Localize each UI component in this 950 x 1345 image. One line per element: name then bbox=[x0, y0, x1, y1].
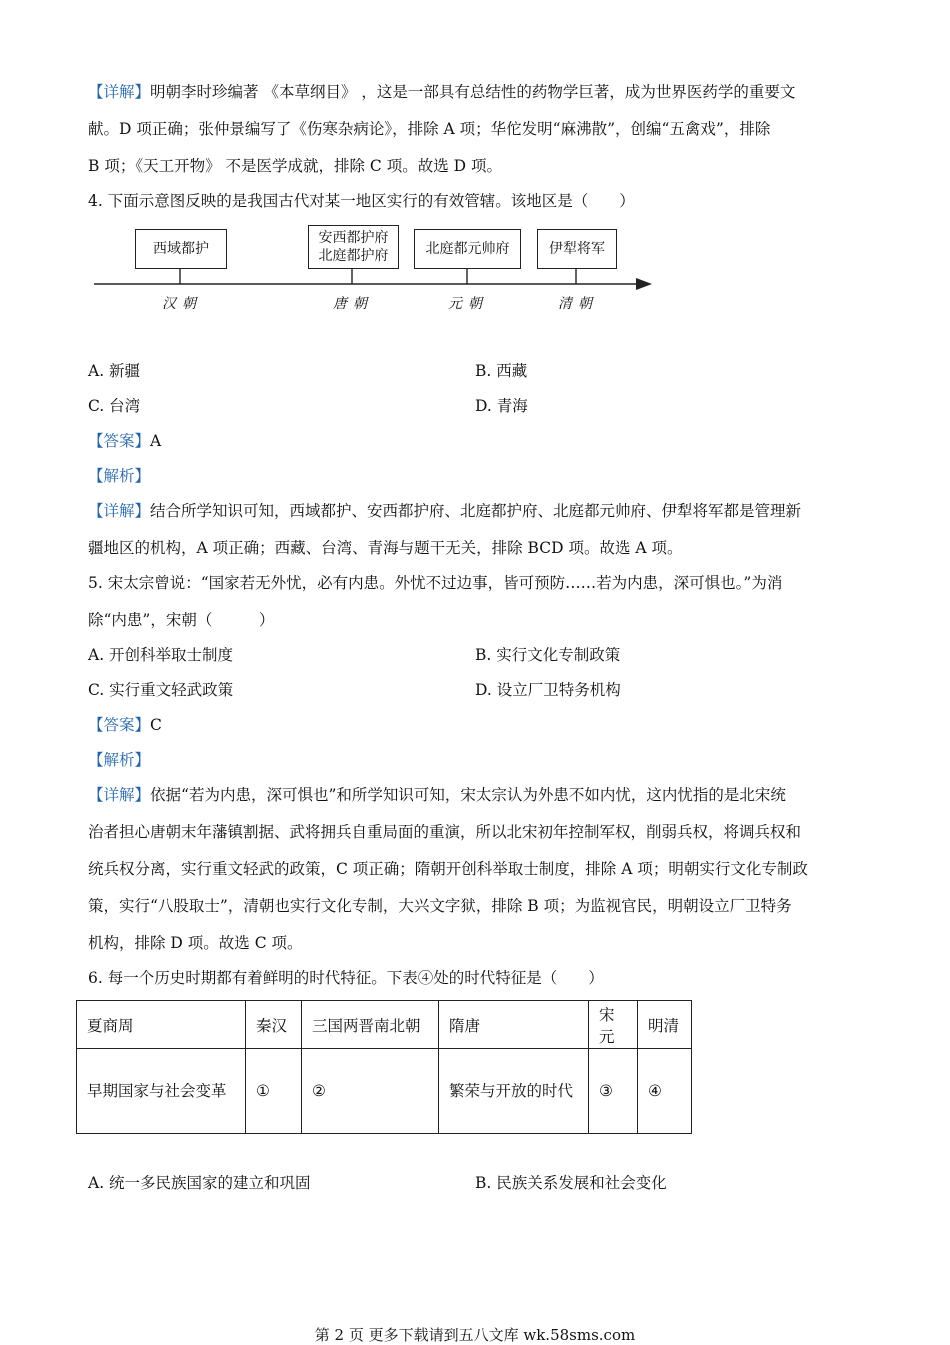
q6-option-a[interactable]: A. 统一多民族国家的建立和巩固 bbox=[88, 1174, 311, 1192]
table-row bbox=[77, 1049, 692, 1134]
table-header-row bbox=[77, 1001, 692, 1049]
diagram-box-yuan: 北庭都元帅府 bbox=[414, 229, 521, 269]
table-cell: 繁荣与开放的时代 bbox=[439, 1049, 589, 1134]
q5-answer: 【答案】C bbox=[88, 716, 162, 734]
diagram-box-tang: 安西都护府 北庭都护府 bbox=[308, 225, 399, 269]
dynasty-label-han: 汉朝 bbox=[162, 296, 202, 312]
era-table bbox=[76, 1000, 692, 1134]
q5-analysis-tag: 【解析】 bbox=[88, 751, 151, 769]
diagram-box-han: 西域都护 bbox=[135, 229, 227, 269]
q5-option-c[interactable]: C. 实行重文轻武政策 bbox=[88, 681, 234, 699]
q5-stem-line-2: 除“内患”，宋朝（ ） bbox=[88, 611, 275, 629]
dynasty-label-qing: 清朝 bbox=[558, 296, 598, 312]
q5-detail-line-3: 统兵权分离，实行重文轻武的政策，C 项正确；隋朝开创科举取士制度，排除 A 项；明朝实行文化专制政 bbox=[88, 860, 808, 878]
q4-option-a[interactable]: A. 新疆 bbox=[88, 362, 141, 380]
q4-option-b[interactable]: B. 西藏 bbox=[475, 362, 528, 380]
q6-stem: 6. 每一个历史时期都有着鲜明的时代特征。下表④处的时代特征是（ ） bbox=[88, 969, 604, 987]
q5-detail-line-1: 【详解】依据“若为内患，深可惧也”和所学知识可知，宋太宗认为外患不如内忧，这内忧指的是北宋统 bbox=[88, 786, 786, 804]
diagram-box-qing: 伊犁将军 bbox=[537, 229, 617, 269]
dynasty-label-yuan: 元朝 bbox=[448, 296, 488, 312]
q4-option-d[interactable]: D. 青海 bbox=[475, 397, 528, 415]
q5-option-a[interactable]: A. 开创科举取士制度 bbox=[88, 646, 234, 664]
table-header-cell: 秦汉 bbox=[246, 1001, 302, 1049]
table-header-cell: 明清 bbox=[638, 1001, 692, 1049]
q5-detail-line-2: 治者担心唐朝末年藩镇割据、武将拥兵自重局面的重演，所以北宋初年控制军权，削弱兵权，将调兵权和 bbox=[88, 823, 802, 841]
q3-detail-line-3: B 项；《天工开物》 不是医学成就，排除 C 项。故选 D 项。 bbox=[88, 157, 502, 175]
table-cell: 早期国家与社会变革 bbox=[77, 1049, 246, 1134]
q4-stem: 4. 下面示意图反映的是我国古代对某一地区实行的有效管辖。该地区是（ ） bbox=[88, 192, 635, 210]
q4-detail-line-2: 疆地区的机构，A 项正确；西藏、台湾、青海与题干无关，排除 BCD 项。故选 A 项。 bbox=[88, 539, 683, 557]
q3-detail-line-2: 献。D 项正确；张仲景编写了《伤寒杂病论》，排除 A 项；华佗发明“麻沸散”，创编“五禽戏”，排除 bbox=[88, 120, 771, 138]
table-cell: ① bbox=[246, 1049, 302, 1134]
table-header-cell: 三国两晋南北朝 bbox=[302, 1001, 439, 1049]
table-cell: ③ bbox=[589, 1049, 638, 1134]
timeline-axis bbox=[0, 0, 950, 320]
q5-stem-line-1: 5. 宋太宗曾说：“国家若无外忧，必有内患。外忧不过边事，皆可预防……若为内患，深可惧也。”为消 bbox=[88, 574, 783, 592]
q5-option-d[interactable]: D. 设立厂卫特务机构 bbox=[475, 681, 621, 699]
q6-option-b[interactable]: B. 民族关系发展和社会变化 bbox=[475, 1174, 667, 1192]
arrow-head-icon bbox=[636, 278, 652, 290]
q4-detail-line-1: 【详解】结合所学知识可知，西域都护、安西都护府、北庭都护府、北庭都元帅府、伊犁将军都是管理新 bbox=[88, 502, 802, 520]
dynasty-label-tang: 唐朝 bbox=[333, 296, 373, 312]
q5-detail-line-5: 机构，排除 D 项。故选 C 项。 bbox=[88, 934, 303, 952]
table-header-cell: 隋唐 bbox=[439, 1001, 589, 1049]
q4-option-c[interactable]: C. 台湾 bbox=[88, 397, 141, 415]
table-cell: ④ bbox=[638, 1049, 692, 1134]
table-cell: ② bbox=[302, 1049, 439, 1134]
q4-analysis-tag: 【解析】 bbox=[88, 467, 151, 485]
detail-tag: 【详解】 bbox=[88, 83, 151, 101]
q5-detail-line-4: 策，实行“八股取士”，清朝也实行文化专制，大兴文字狱，排除 B 项；为监视官民，明朝设立厂卫特务 bbox=[88, 897, 792, 915]
table-header-cell: 宋元 bbox=[589, 1001, 638, 1049]
page-footer: 第 2 页 更多下载请到五八文库 wk.58sms.com bbox=[314, 1326, 636, 1344]
q5-option-b[interactable]: B. 实行文化专制政策 bbox=[475, 646, 621, 664]
q4-answer: 【答案】A bbox=[88, 432, 162, 450]
q3-detail-line-1: 【详解】明朝李时珍编著 《本草纲目》 ，这是一部具有总结性的药物学巨著，成为世界医药学的重要文 bbox=[88, 83, 796, 101]
table-header-cell: 夏商周 bbox=[77, 1001, 246, 1049]
